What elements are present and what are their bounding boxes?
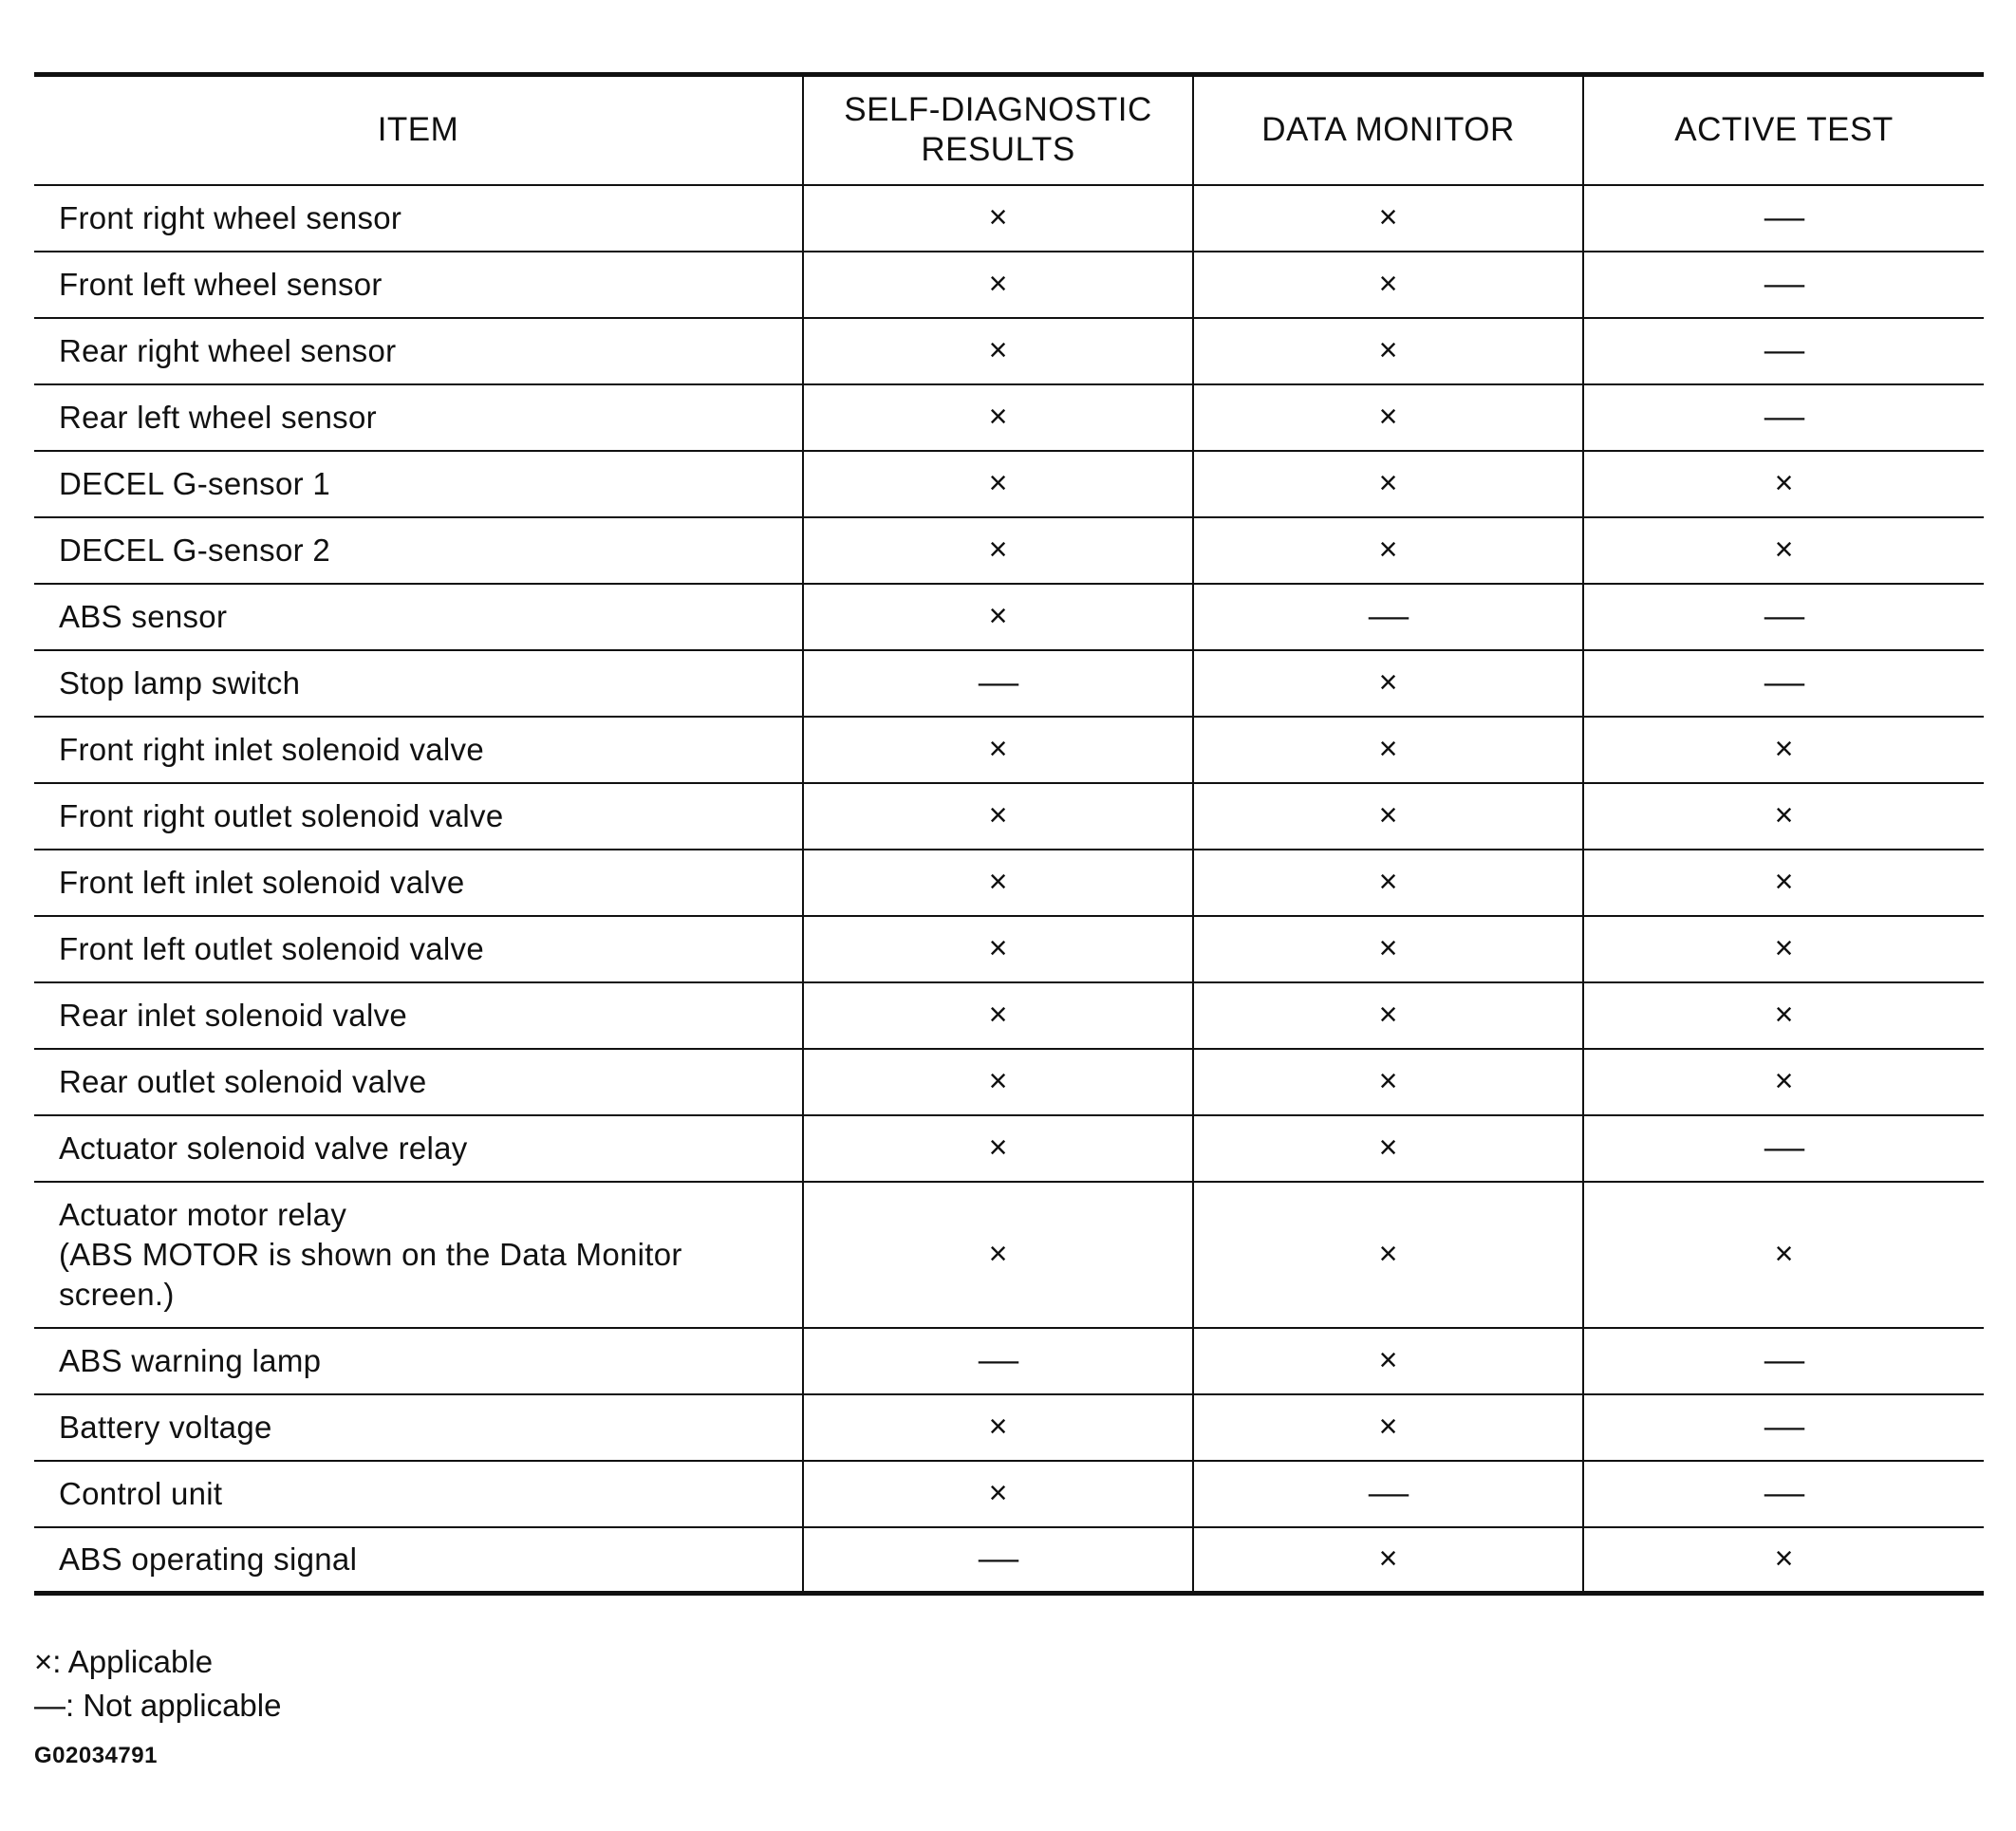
item-cell: Front left inlet solenoid valve xyxy=(34,850,803,916)
table-row xyxy=(34,1328,1984,1394)
legend xyxy=(34,1640,281,1728)
mark: × xyxy=(1774,797,1794,833)
mark: × xyxy=(1378,664,1398,701)
table-row xyxy=(34,451,1984,517)
data-monitor-cell xyxy=(1193,185,1583,252)
active-test-cell xyxy=(1583,185,1984,252)
item-cell: Rear inlet solenoid valve xyxy=(34,982,803,1049)
mark: × xyxy=(1378,797,1398,833)
mark: × xyxy=(988,532,1008,568)
legend-not-applicable: —: Not applicable xyxy=(34,1688,282,1723)
mark: — xyxy=(978,664,1018,701)
item-cell: Front left wheel sensor xyxy=(34,252,803,318)
mark: × xyxy=(988,598,1008,634)
active-test-cell xyxy=(1583,982,1984,1049)
mark: × xyxy=(988,797,1008,833)
active-test-cell xyxy=(1583,318,1984,384)
mark: × xyxy=(1378,199,1398,235)
active-test-cell xyxy=(1583,783,1984,850)
item-line: Actuator motor relay xyxy=(59,1196,347,1232)
mark: — xyxy=(1764,266,1804,302)
mark: × xyxy=(988,199,1008,235)
mark: × xyxy=(1774,864,1794,900)
mark: × xyxy=(1378,532,1398,568)
item-cell: ABS warning lamp xyxy=(34,1328,803,1394)
table-row xyxy=(34,517,1984,584)
active-test-cell xyxy=(1583,650,1984,717)
item-cell: Front right outlet solenoid valve xyxy=(34,783,803,850)
active-test-cell xyxy=(1583,916,1984,982)
self-diagnostic-cell xyxy=(803,1394,1193,1461)
mark: × xyxy=(988,399,1008,435)
self-diagnostic-cell xyxy=(803,517,1193,584)
item-cell: DECEL G-sensor 2 xyxy=(34,517,803,584)
active-test-cell xyxy=(1583,584,1984,650)
active-test-cell xyxy=(1583,1328,1984,1394)
header-self-diagnostic-results xyxy=(803,75,1193,185)
table-row xyxy=(34,584,1984,650)
self-diagnostic-cell xyxy=(803,384,1193,451)
mark: × xyxy=(1378,266,1398,302)
mark: — xyxy=(1764,332,1804,368)
mark: × xyxy=(988,1063,1008,1099)
diagnostic-table xyxy=(34,72,1984,1596)
data-monitor-cell xyxy=(1193,1461,1583,1527)
data-monitor-cell xyxy=(1193,1527,1583,1594)
item-cell: Front right wheel sensor xyxy=(34,185,803,252)
mark: × xyxy=(988,465,1008,501)
item-cell: ABS sensor xyxy=(34,584,803,650)
mark: × xyxy=(1378,1541,1398,1578)
self-diagnostic-cell xyxy=(803,916,1193,982)
header-data-monitor: DATA MONITOR xyxy=(1193,75,1583,185)
table-row xyxy=(34,1049,1984,1115)
mark: — xyxy=(978,1342,1018,1378)
table-row xyxy=(34,1394,1984,1461)
active-test-cell xyxy=(1583,1049,1984,1115)
mark: × xyxy=(1774,731,1794,767)
table-row xyxy=(34,1115,1984,1182)
self-diagnostic-cell xyxy=(803,1527,1193,1594)
data-monitor-cell xyxy=(1193,318,1583,384)
table-row xyxy=(34,1527,1984,1594)
mark: × xyxy=(988,332,1008,368)
self-diagnostic-cell xyxy=(803,584,1193,650)
data-monitor-cell xyxy=(1193,1182,1583,1328)
self-diagnostic-cell xyxy=(803,1049,1193,1115)
data-monitor-cell xyxy=(1193,384,1583,451)
mark: — xyxy=(1764,664,1804,701)
mark: × xyxy=(1774,1063,1794,1099)
header-self-diagnostic-line1: SELF-DIAGNOSTIC xyxy=(844,91,1152,129)
header-self-diagnostic-line2: RESULTS xyxy=(921,131,1075,169)
table-row xyxy=(34,850,1984,916)
mark: × xyxy=(1378,1342,1398,1378)
mark: × xyxy=(988,997,1008,1033)
mark: — xyxy=(1764,1409,1804,1445)
table-row xyxy=(34,982,1984,1049)
mark: × xyxy=(1774,1541,1794,1578)
mark: × xyxy=(1378,997,1398,1033)
mark: × xyxy=(1378,399,1398,435)
mark: × xyxy=(988,1130,1008,1166)
active-test-cell xyxy=(1583,1461,1984,1527)
self-diagnostic-cell xyxy=(803,1461,1193,1527)
data-monitor-cell xyxy=(1193,783,1583,850)
mark: — xyxy=(1368,598,1409,634)
mark: × xyxy=(988,864,1008,900)
active-test-cell xyxy=(1583,850,1984,916)
mark: × xyxy=(1378,1130,1398,1166)
table-row xyxy=(34,384,1984,451)
item-cell: Battery voltage xyxy=(34,1394,803,1461)
mark: — xyxy=(1764,1475,1804,1511)
self-diagnostic-cell xyxy=(803,185,1193,252)
item-line: screen.) xyxy=(59,1276,175,1312)
item-cell: Front right inlet solenoid valve xyxy=(34,717,803,783)
legend-applicable: ×: Applicable xyxy=(34,1644,214,1679)
data-monitor-cell xyxy=(1193,916,1583,982)
self-diagnostic-cell xyxy=(803,850,1193,916)
mark: × xyxy=(988,1409,1008,1445)
table-row xyxy=(34,1182,1984,1328)
item-cell xyxy=(34,1182,803,1328)
self-diagnostic-cell xyxy=(803,451,1193,517)
mark: × xyxy=(988,1236,1008,1272)
mark: × xyxy=(988,930,1008,966)
mark: × xyxy=(1378,864,1398,900)
self-diagnostic-cell xyxy=(803,783,1193,850)
item-line: (ABS MOTOR is shown on the Data Monitor xyxy=(59,1236,682,1272)
mark: × xyxy=(1774,997,1794,1033)
item-cell: Actuator solenoid valve relay xyxy=(34,1115,803,1182)
item-cell: Front left outlet solenoid valve xyxy=(34,916,803,982)
mark: × xyxy=(1378,930,1398,966)
mark: × xyxy=(1774,1236,1794,1272)
table-header-row xyxy=(34,75,1984,185)
data-monitor-cell xyxy=(1193,451,1583,517)
self-diagnostic-cell xyxy=(803,650,1193,717)
item-cell: Control unit xyxy=(34,1461,803,1527)
mark: × xyxy=(1774,532,1794,568)
active-test-cell xyxy=(1583,1115,1984,1182)
mark: × xyxy=(1774,930,1794,966)
diagnostic-table-container xyxy=(34,72,1984,1596)
data-monitor-cell xyxy=(1193,650,1583,717)
table-body xyxy=(34,185,1984,1594)
self-diagnostic-cell xyxy=(803,982,1193,1049)
mark: × xyxy=(988,266,1008,302)
data-monitor-cell xyxy=(1193,1394,1583,1461)
self-diagnostic-cell xyxy=(803,1115,1193,1182)
data-monitor-cell xyxy=(1193,1115,1583,1182)
item-cell: DECEL G-sensor 1 xyxy=(34,451,803,517)
item-cell: Rear right wheel sensor xyxy=(34,318,803,384)
data-monitor-cell xyxy=(1193,1049,1583,1115)
table-row xyxy=(34,916,1984,982)
data-monitor-cell xyxy=(1193,1328,1583,1394)
table-row xyxy=(34,1461,1984,1527)
active-test-cell xyxy=(1583,451,1984,517)
table-row xyxy=(34,717,1984,783)
mark: × xyxy=(1378,1409,1398,1445)
table-row xyxy=(34,783,1984,850)
mark: × xyxy=(1378,332,1398,368)
active-test-cell xyxy=(1583,1182,1984,1328)
mark: × xyxy=(988,1475,1008,1511)
item-cell: ABS operating signal xyxy=(34,1527,803,1594)
mark: — xyxy=(1764,199,1804,235)
table-row xyxy=(34,252,1984,318)
active-test-cell xyxy=(1583,384,1984,451)
table-row xyxy=(34,185,1984,252)
active-test-cell xyxy=(1583,1394,1984,1461)
data-monitor-cell xyxy=(1193,717,1583,783)
data-monitor-cell xyxy=(1193,850,1583,916)
mark: × xyxy=(1378,1236,1398,1272)
mark: — xyxy=(978,1541,1018,1578)
mark: — xyxy=(1764,1342,1804,1378)
item-cell: Rear left wheel sensor xyxy=(34,384,803,451)
active-test-cell xyxy=(1583,517,1984,584)
data-monitor-cell xyxy=(1193,982,1583,1049)
mark: — xyxy=(1368,1475,1409,1511)
table-row xyxy=(34,318,1984,384)
figure-code: G02034791 xyxy=(34,1743,158,1768)
table-row xyxy=(34,650,1984,717)
mark: × xyxy=(1378,1063,1398,1099)
data-monitor-cell xyxy=(1193,252,1583,318)
active-test-cell xyxy=(1583,1527,1984,1594)
mark: — xyxy=(1764,399,1804,435)
self-diagnostic-cell xyxy=(803,252,1193,318)
mark: × xyxy=(1774,465,1794,501)
mark: — xyxy=(1764,1130,1804,1166)
active-test-cell xyxy=(1583,717,1984,783)
header-active-test: ACTIVE TEST xyxy=(1583,75,1984,185)
data-monitor-cell xyxy=(1193,584,1583,650)
mark: — xyxy=(1764,598,1804,634)
self-diagnostic-cell xyxy=(803,717,1193,783)
self-diagnostic-cell xyxy=(803,318,1193,384)
mark: × xyxy=(1378,465,1398,501)
active-test-cell xyxy=(1583,252,1984,318)
self-diagnostic-cell xyxy=(803,1182,1193,1328)
header-item: ITEM xyxy=(34,75,803,185)
mark: × xyxy=(988,731,1008,767)
item-cell: Stop lamp switch xyxy=(34,650,803,717)
data-monitor-cell xyxy=(1193,517,1583,584)
mark: × xyxy=(1378,731,1398,767)
item-cell: Rear outlet solenoid valve xyxy=(34,1049,803,1115)
self-diagnostic-cell xyxy=(803,1328,1193,1394)
